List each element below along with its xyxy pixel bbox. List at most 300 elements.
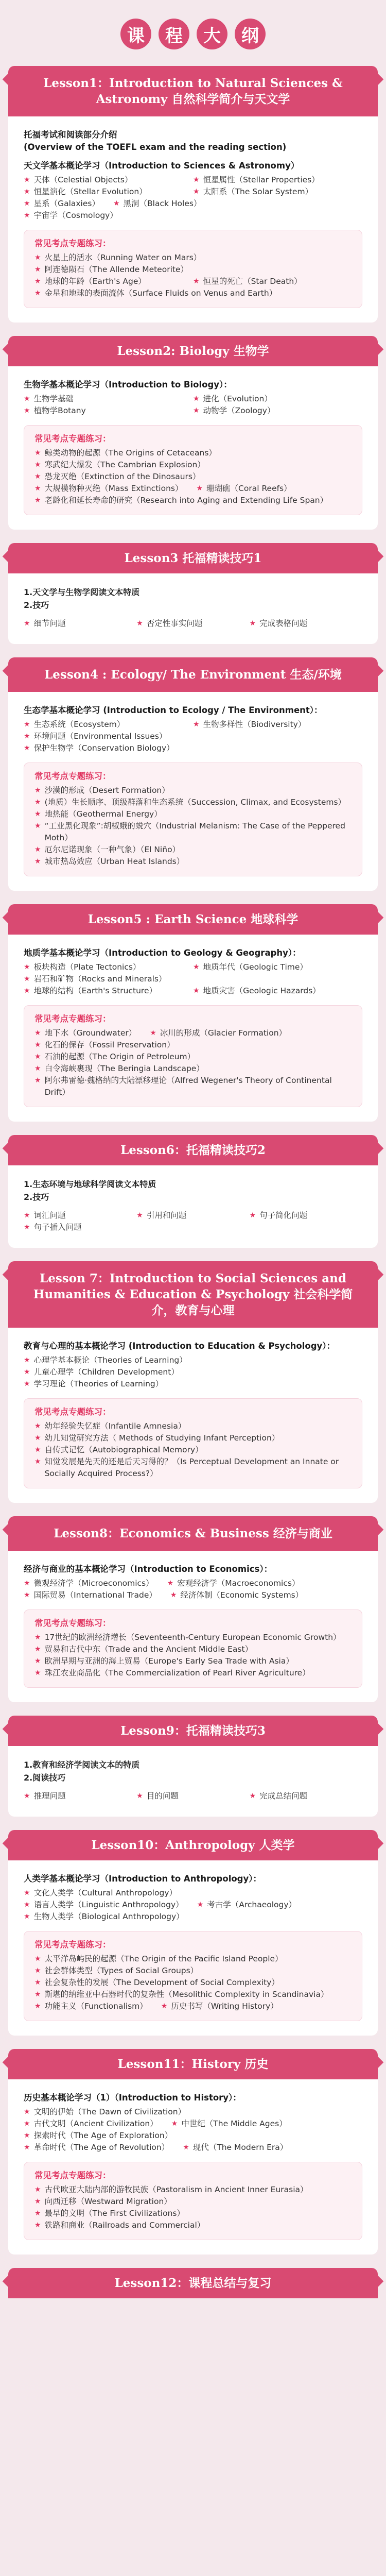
- list-item: [24, 742, 362, 754]
- list-item-label: 阿尔弗雷德·魏格纳的大陆漂移理论（Alfred Wegener's Theory of Continental Drift）: [44, 1076, 332, 1097]
- star-icon: ★: [193, 277, 200, 285]
- title-char: 课: [120, 19, 151, 49]
- lesson-heading: Lesson3 托福精读技巧1: [8, 543, 378, 573]
- star-icon: ★: [24, 1579, 30, 1587]
- star-icon: ★: [34, 2002, 41, 2010]
- star-icon: ★: [24, 744, 30, 752]
- list-item-label: 生物多样性（Biodiversity）: [203, 720, 306, 729]
- title-char: 纲: [235, 19, 266, 49]
- star-icon: ★: [193, 987, 200, 995]
- list-item-label: 经济体制（Economic Systems）: [180, 1590, 304, 1600]
- list-item: [24, 2118, 171, 2130]
- list-item: [24, 985, 193, 997]
- item-grid: [34, 1632, 352, 1679]
- star-icon: ★: [167, 1579, 174, 1587]
- star-icon: ★: [34, 1053, 41, 1061]
- list-item: [196, 483, 305, 495]
- lesson-intro: [24, 129, 362, 154]
- list-item: [193, 276, 352, 287]
- list-item-label: 宇宙学（Cosmology）: [33, 211, 118, 220]
- lesson-card: [8, 1261, 378, 1503]
- list-item: [34, 1643, 352, 1655]
- star-icon: ★: [34, 496, 41, 504]
- list-item-label: 生物人类学（Biological Anthropology）: [33, 1912, 184, 1921]
- star-icon: ★: [136, 619, 143, 628]
- lesson-body: [8, 1746, 378, 1817]
- list-item: [24, 1210, 136, 1222]
- star-icon: ★: [193, 395, 200, 403]
- star-icon: ★: [34, 798, 41, 806]
- star-icon: ★: [24, 1368, 30, 1376]
- list-item: [34, 796, 352, 808]
- list-item-label: 引用和问题: [146, 1211, 187, 1220]
- practice-box: [24, 425, 362, 515]
- item-grid: [24, 393, 362, 417]
- practice-box: [24, 1398, 362, 1488]
- item-grid: [34, 1420, 352, 1480]
- list-item-label: 阿连德陨石（The Allende Meteorite）: [44, 265, 188, 274]
- list-item: [34, 2219, 352, 2231]
- lesson-heading: Lesson12：课程总结与复习: [8, 2268, 378, 2298]
- list-item: [24, 618, 136, 630]
- star-icon: ★: [24, 1211, 30, 1219]
- list-item: [197, 1899, 310, 1911]
- list-item: [34, 2184, 352, 2196]
- list-item: [170, 1589, 317, 1601]
- list-item: [24, 1911, 362, 1923]
- list-item: [34, 1027, 150, 1039]
- list-item-label: 城市热岛效应（Urban Heat Islands）: [44, 857, 185, 866]
- star-icon: ★: [249, 1792, 256, 1800]
- practice-title: 常见考点专题练习：: [34, 1014, 111, 1024]
- list-item-label: 古代欧亚大陆内部的游牧民族（Pastoralism in Ancient Inner Eurasia）: [44, 2185, 308, 2194]
- lesson-card: [8, 66, 378, 323]
- list-item-label: 动物学（Zoology）: [203, 406, 275, 415]
- star-icon: ★: [34, 1657, 41, 1665]
- lesson-card: [8, 1516, 378, 1702]
- list-item: [24, 198, 113, 210]
- star-icon: ★: [24, 2120, 30, 2128]
- star-icon: ★: [34, 810, 41, 818]
- list-item-label: 细节问题: [33, 619, 66, 628]
- list-item-label: 太阳系（The Solar System）: [203, 187, 313, 196]
- lesson-heading: Lesson10：Anthropology 人类学: [8, 1830, 378, 1860]
- list-item: [34, 287, 352, 299]
- list-item: [193, 719, 362, 731]
- list-item: [34, 1965, 352, 1977]
- practice-title: 常见考点专题练习：: [34, 1618, 111, 1628]
- list-item: [136, 1790, 249, 1802]
- list-item: [34, 1075, 352, 1098]
- list-item: [24, 1578, 167, 1589]
- lesson-body: [8, 692, 378, 891]
- star-icon: ★: [34, 449, 41, 457]
- star-icon: ★: [196, 484, 203, 493]
- list-item-label: 否定性事实问题: [146, 619, 203, 628]
- star-icon: ★: [24, 176, 30, 184]
- lesson-card: [8, 2049, 378, 2255]
- star-icon: ★: [34, 1990, 41, 1998]
- list-item: [34, 2208, 352, 2219]
- list-item-label: 国际贸易（International Trade）: [33, 1590, 157, 1600]
- section-title: 经济与商业的基本概论学习（Introduction to Economics）：: [24, 1564, 273, 1574]
- list-item: [24, 1378, 362, 1390]
- item-grid: [24, 719, 362, 754]
- list-item: [250, 1790, 362, 1802]
- list-item-label: 探索时代（The Age of Exploration）: [33, 2131, 173, 2140]
- list-item-label: 化石的保存（Fossil Preservation）: [44, 1040, 175, 1049]
- star-icon: ★: [249, 619, 256, 628]
- star-icon: ★: [193, 720, 200, 728]
- lesson-body: [8, 1328, 378, 1503]
- section-title: 历史基本概论学习（1）（Introduction to History）：: [24, 2093, 241, 2103]
- star-icon: ★: [34, 1967, 41, 1975]
- list-item: [24, 2142, 183, 2154]
- list-item: [24, 1589, 170, 1601]
- list-item-label: 恒星属性（Stellar Properties）: [203, 175, 320, 184]
- list-item: [24, 186, 193, 198]
- list-item: [24, 1790, 136, 1802]
- list-item: [24, 405, 193, 417]
- section-title: 生物学基本概论学习（Introduction to Biology）：: [24, 380, 232, 389]
- practice-title: 常见考点专题练习：: [34, 434, 111, 444]
- star-icon: ★: [34, 1633, 41, 1641]
- star-icon: ★: [136, 1211, 143, 1219]
- lesson-heading: Lesson6：托福精读技巧2: [8, 1135, 378, 1165]
- list-item-label: 历史书写（Writing History）: [171, 2002, 278, 2011]
- star-icon: ★: [34, 1076, 41, 1084]
- skill-line: 2.技巧: [24, 1192, 49, 1202]
- list-item-label: 文化人类学（Cultural Anthropology）: [33, 1888, 177, 1897]
- list-item-label: 语言人类学（Linguistic Anthropology）: [33, 1900, 184, 1909]
- lesson-body: [8, 573, 378, 644]
- list-item: [161, 2001, 292, 2012]
- skill-line: 1.教育和经济学阅读文本的特质: [24, 1760, 140, 1770]
- list-item: [24, 1899, 197, 1911]
- section-title: 人类学基本概论学习（Introduction to Anthropology）：: [24, 1874, 261, 1884]
- list-item-label: 考古学（Archaeology）: [207, 1900, 297, 1909]
- star-icon: ★: [113, 199, 120, 208]
- list-item: [34, 856, 352, 868]
- list-item-label: 岩石和矿物（Rocks and Minerals）: [33, 974, 167, 984]
- item-grid: [34, 2184, 352, 2231]
- star-icon: ★: [34, 1434, 41, 1442]
- list-item: [24, 2130, 362, 2142]
- star-icon: ★: [34, 253, 41, 262]
- section-title: 教育与心理的基本概论学习 (Introduction to Education & Psychology）：: [24, 1341, 336, 1351]
- lesson-heading: Lesson9：托福精读技巧3: [8, 1716, 378, 1746]
- list-item-label: 进化（Evolution）: [203, 394, 272, 403]
- star-icon: ★: [34, 461, 41, 469]
- list-item: [34, 844, 352, 856]
- list-item: [136, 618, 249, 630]
- lesson-body: [8, 366, 378, 530]
- item-grid: [34, 447, 352, 506]
- star-icon: ★: [34, 1422, 41, 1430]
- star-icon: ★: [34, 484, 41, 493]
- list-item-label: 17世纪的欧洲经济增长（Seventeenth-Century European Economic Growth）: [44, 1633, 341, 1642]
- list-item-label: 完成总结问题: [259, 1791, 308, 1801]
- skill-line: 2.技巧: [24, 600, 49, 610]
- list-item-label: 厄尔尼诺现象（一种气象）（El Niño）: [44, 845, 181, 854]
- star-icon: ★: [249, 1211, 256, 1219]
- list-item-label: 幼年经验失忆症（Infantile Amnesia）: [44, 1421, 186, 1431]
- practice-title: 常见考点专题练习：: [34, 771, 111, 781]
- section-title: 地质学基本概论学习（Introduction to Geology & Geography）：: [24, 948, 301, 958]
- star-icon: ★: [193, 176, 200, 184]
- list-item-label: 文明的伊始（The Dawn of Civilization）: [33, 2107, 186, 2116]
- star-icon: ★: [193, 188, 200, 196]
- lesson-body: [8, 935, 378, 1122]
- list-item-label: 植物学Botany: [33, 406, 86, 415]
- list-item: [34, 1953, 352, 1965]
- list-item: [34, 1989, 352, 2001]
- skill-line: 1.天文学与生物学阅读文本特质: [24, 587, 140, 597]
- list-item-label: 生态系统（Ecosystem）: [33, 720, 125, 729]
- list-item-label: 黑洞（Black Holes）: [123, 199, 202, 208]
- lesson-heading: Lesson2: Biology 生物学: [8, 336, 378, 366]
- star-icon: ★: [24, 1792, 30, 1800]
- list-item: [24, 973, 362, 985]
- star-icon: ★: [34, 1669, 41, 1677]
- list-item-label: 恒星的死亡（Star Death）: [203, 277, 302, 286]
- star-icon: ★: [150, 1029, 156, 1037]
- list-item-label: 老龄化和延长寿命的研究（Research into Aging and Extending Life Span）: [44, 496, 328, 505]
- star-icon: ★: [34, 277, 41, 285]
- lesson-body: [8, 1551, 378, 1702]
- lesson-heading: Lesson 7：Introduction to Social Sciences and Humanities & Education & Psychology 社会科学简介，教育与心理: [8, 1261, 378, 1328]
- list-item-label: 太平洋岛屿民的起源（The Origin of the Pacific Island People）: [44, 1954, 283, 1963]
- list-item: [250, 1210, 362, 1222]
- list-item-label: 地热能（Geothermal Energy）: [44, 809, 162, 819]
- list-item: [24, 1366, 362, 1378]
- list-item-label: 自传式记忆（Autobiographical Memory）: [44, 1445, 203, 1454]
- star-icon: ★: [24, 963, 30, 971]
- practice-box: [24, 230, 362, 308]
- lesson-card: [8, 1135, 378, 1248]
- list-item-label: 心理学基本概论（Theories of Learning）: [33, 1355, 187, 1365]
- practice-box: [24, 1609, 362, 1688]
- star-icon: ★: [34, 2209, 41, 2217]
- item-grid: [24, 961, 362, 997]
- lesson-card: [8, 336, 378, 530]
- list-item-label: 地质年代（Geologic Time）: [203, 962, 308, 972]
- list-item: [24, 2106, 362, 2118]
- list-item: [34, 252, 352, 264]
- practice-box: [24, 1005, 362, 1107]
- list-item-label: 恐龙灭绝（Extinction of the Dinosaurs）: [44, 472, 201, 481]
- star-icon: ★: [193, 406, 200, 415]
- list-item-label: 金星和地球的表面流体（Surface Fluids on Venus and Earth）: [44, 289, 277, 298]
- star-icon: ★: [34, 1446, 41, 1454]
- list-item-label: 微观经济学（Microeconomics）: [33, 1579, 154, 1588]
- star-icon: ★: [34, 1041, 41, 1049]
- star-icon: ★: [34, 2197, 41, 2206]
- lesson-body: [8, 116, 378, 323]
- lesson-body: [8, 1165, 378, 1248]
- star-icon: ★: [24, 1912, 30, 1921]
- list-item-label: 铁路和商业（Railroads and Commercial）: [44, 2221, 205, 2230]
- list-item: [193, 405, 362, 417]
- list-item: [34, 459, 352, 471]
- list-item: [193, 174, 362, 186]
- list-item-label: 冰川的形成（Glacier Formation）: [160, 1028, 287, 1038]
- list-item-label: 古代文明（Ancient Civilization）: [33, 2119, 158, 2128]
- list-item: [24, 1887, 362, 1899]
- list-item-label: 目的问题: [146, 1791, 179, 1801]
- list-item-label: 珊瑚礁（Coral Reefs）: [206, 484, 292, 493]
- list-item-label: 完成表格问题: [259, 619, 308, 628]
- list-item-label: (地质）生长顺序、顶级群落和生态系统（Succession, Climax, and Ecosystems）: [44, 798, 346, 807]
- list-item-label: 沙漠的形成（Desert Formation）: [44, 786, 170, 795]
- lesson-card: [8, 904, 378, 1122]
- lesson-card: [8, 1716, 378, 1817]
- star-icon: ★: [24, 1901, 30, 1909]
- star-icon: ★: [171, 2120, 178, 2128]
- practice-box: [24, 2162, 362, 2240]
- list-item-label: 社会群体类型（Types of Social Groups）: [44, 1966, 199, 1975]
- star-icon: ★: [24, 1356, 30, 1364]
- list-item: [34, 1632, 352, 1643]
- skill-line: 2.阅读技巧: [24, 1773, 66, 1783]
- practice-title: 常见考点专题练习：: [34, 1407, 111, 1417]
- section-title: 生态学基本概论学习 (Introduction to Ecology / The Environment）：: [24, 705, 323, 715]
- list-item-label: 星系（Galaxies）: [33, 199, 100, 208]
- intro-line: 托福考试和阅读部分介绍: [24, 130, 117, 140]
- list-item: [34, 1977, 352, 1989]
- star-icon: ★: [34, 1645, 41, 1653]
- lesson-card: [8, 1830, 378, 2036]
- list-item: [113, 198, 215, 210]
- list-item: [24, 1354, 362, 1366]
- list-item: [34, 785, 352, 796]
- list-item-label: 知觉发展是先天的还是后天习得的？（Is Perceptual Development an Innate or Socially Acquired Process?）: [44, 1457, 339, 1478]
- section-title: 天文学基本概论学习（Introduction to Sciences & Astronomy）: [24, 161, 300, 171]
- star-icon: ★: [34, 1064, 41, 1073]
- list-item: [24, 393, 193, 405]
- list-item-label: 学习理论（Theories of Learning）: [33, 1379, 164, 1388]
- list-item-label: 鲸类动物的起源（The Origins of Cetaceans）: [44, 448, 217, 457]
- item-grid: [24, 2106, 362, 2154]
- list-item: [34, 264, 352, 276]
- list-item-label: 石油的起源（The Origin of Petroleum）: [44, 1052, 196, 1061]
- star-icon: ★: [34, 2221, 41, 2229]
- list-item: [193, 186, 362, 198]
- item-grid: [34, 252, 352, 299]
- list-item: [136, 1210, 249, 1222]
- list-item-label: 句子简化问题: [259, 1211, 308, 1220]
- star-icon: ★: [161, 2002, 168, 2010]
- list-item-label: 向西迁移（Westward Migration）: [44, 2197, 172, 2206]
- star-icon: ★: [34, 845, 41, 854]
- star-icon: ★: [34, 472, 41, 481]
- list-item: [34, 276, 193, 287]
- star-icon: ★: [34, 1458, 41, 1466]
- item-grid: [24, 1887, 362, 1923]
- lesson-card: [8, 543, 378, 644]
- list-item-label: 欧洲早期与亚洲的海上贸易（Europe's Early Sea Trade with Asia）: [44, 1656, 294, 1666]
- list-item-label: 最早的文明（The First Civilizations）: [44, 2209, 185, 2218]
- list-item: [193, 985, 362, 997]
- star-icon: ★: [24, 211, 30, 219]
- list-item-label: 板块构造（Plate Tectonics）: [33, 962, 141, 972]
- star-icon: ★: [34, 2185, 41, 2194]
- star-icon: ★: [34, 1029, 41, 1037]
- practice-title: 常见考点专题练习：: [34, 1940, 111, 1950]
- list-item-label: “工业黑化现象”:胡椒蛾的蜕穴（Industrial Melanism: The Case of the Peppered Moth）: [44, 821, 345, 842]
- list-item-label: 环境问题（Environmental Issues）: [33, 732, 167, 741]
- star-icon: ★: [24, 1889, 30, 1897]
- item-grid: [34, 785, 352, 868]
- intro-line: (Overview of the TOEFL exam and the reading section): [24, 142, 287, 152]
- star-icon: ★: [24, 2131, 30, 2140]
- list-item: [34, 483, 196, 495]
- item-grid: [34, 1953, 352, 2012]
- list-item: [250, 618, 362, 630]
- list-item-label: 大规模物种灭绝（Mass Extinctions）: [44, 484, 183, 493]
- list-item: [34, 1063, 352, 1075]
- skills-section: [24, 1178, 362, 1204]
- list-item-label: 保护生物学（Conservation Biology）: [33, 743, 174, 753]
- list-item: [171, 2118, 301, 2130]
- lesson-card: [8, 2268, 378, 2298]
- star-icon: ★: [24, 1223, 30, 1231]
- star-icon: ★: [170, 1591, 177, 1599]
- lesson-body: [8, 2079, 378, 2255]
- list-item: [24, 1222, 362, 1233]
- star-icon: ★: [24, 732, 30, 740]
- list-item-label: 贸易和古代中东（Trade and the Ancient Middle East）: [44, 1645, 253, 1654]
- star-icon: ★: [34, 1955, 41, 1963]
- list-item: [34, 820, 352, 844]
- star-icon: ★: [24, 619, 30, 628]
- list-item: [24, 174, 193, 186]
- list-item: [183, 2142, 301, 2154]
- list-item-label: 功能主义（Functionalism）: [44, 2002, 148, 2011]
- lesson-heading: Lesson8：Economics & Business 经济与商业: [8, 1516, 378, 1551]
- star-icon: ★: [34, 786, 41, 794]
- list-item-label: 儿童心理学（Children Development）: [33, 1367, 179, 1377]
- list-item-label: 宏观经济学（Macroeconomics）: [177, 1579, 300, 1588]
- star-icon: ★: [24, 975, 30, 983]
- star-icon: ★: [34, 857, 41, 866]
- star-icon: ★: [24, 2143, 30, 2151]
- star-icon: ★: [136, 1792, 143, 1800]
- list-item-label: 斯堪的纳维亚中石器时代的复杂性（Mesolithic Complexity in Scandinavia）: [44, 1990, 329, 1999]
- star-icon: ★: [183, 2143, 189, 2151]
- list-item-label: 生物学基础: [33, 394, 74, 403]
- list-item: [34, 808, 352, 820]
- list-item-label: 珠江农业商品化（The Commercialization of Pearl River Agriculture）: [44, 1668, 310, 1677]
- skills-section: [24, 586, 362, 612]
- item-grid: [24, 1578, 362, 1601]
- item-grid: [34, 1027, 352, 1098]
- list-item: [150, 1027, 300, 1039]
- lesson-body: [8, 1860, 378, 2036]
- list-item: [24, 731, 362, 742]
- list-item: [34, 1667, 352, 1679]
- list-item-label: 革命时代（The Age of Revolution）: [33, 2143, 170, 2152]
- list-item-label: 火星上的活水（Running Water on Mars）: [44, 253, 202, 262]
- list-item: [34, 1432, 352, 1444]
- skills-section: [24, 1758, 362, 1784]
- practice-title: 常见考点专题练习：: [34, 239, 111, 248]
- list-item-label: 寒武纪大爆发（The Cambrian Explosion）: [44, 460, 205, 469]
- list-item: [34, 495, 352, 506]
- item-grid: [24, 1354, 362, 1390]
- list-item-label: 幼儿知觉研究方法（ Methods of Studying Infant Perception）: [44, 1433, 280, 1443]
- list-item: [193, 393, 362, 405]
